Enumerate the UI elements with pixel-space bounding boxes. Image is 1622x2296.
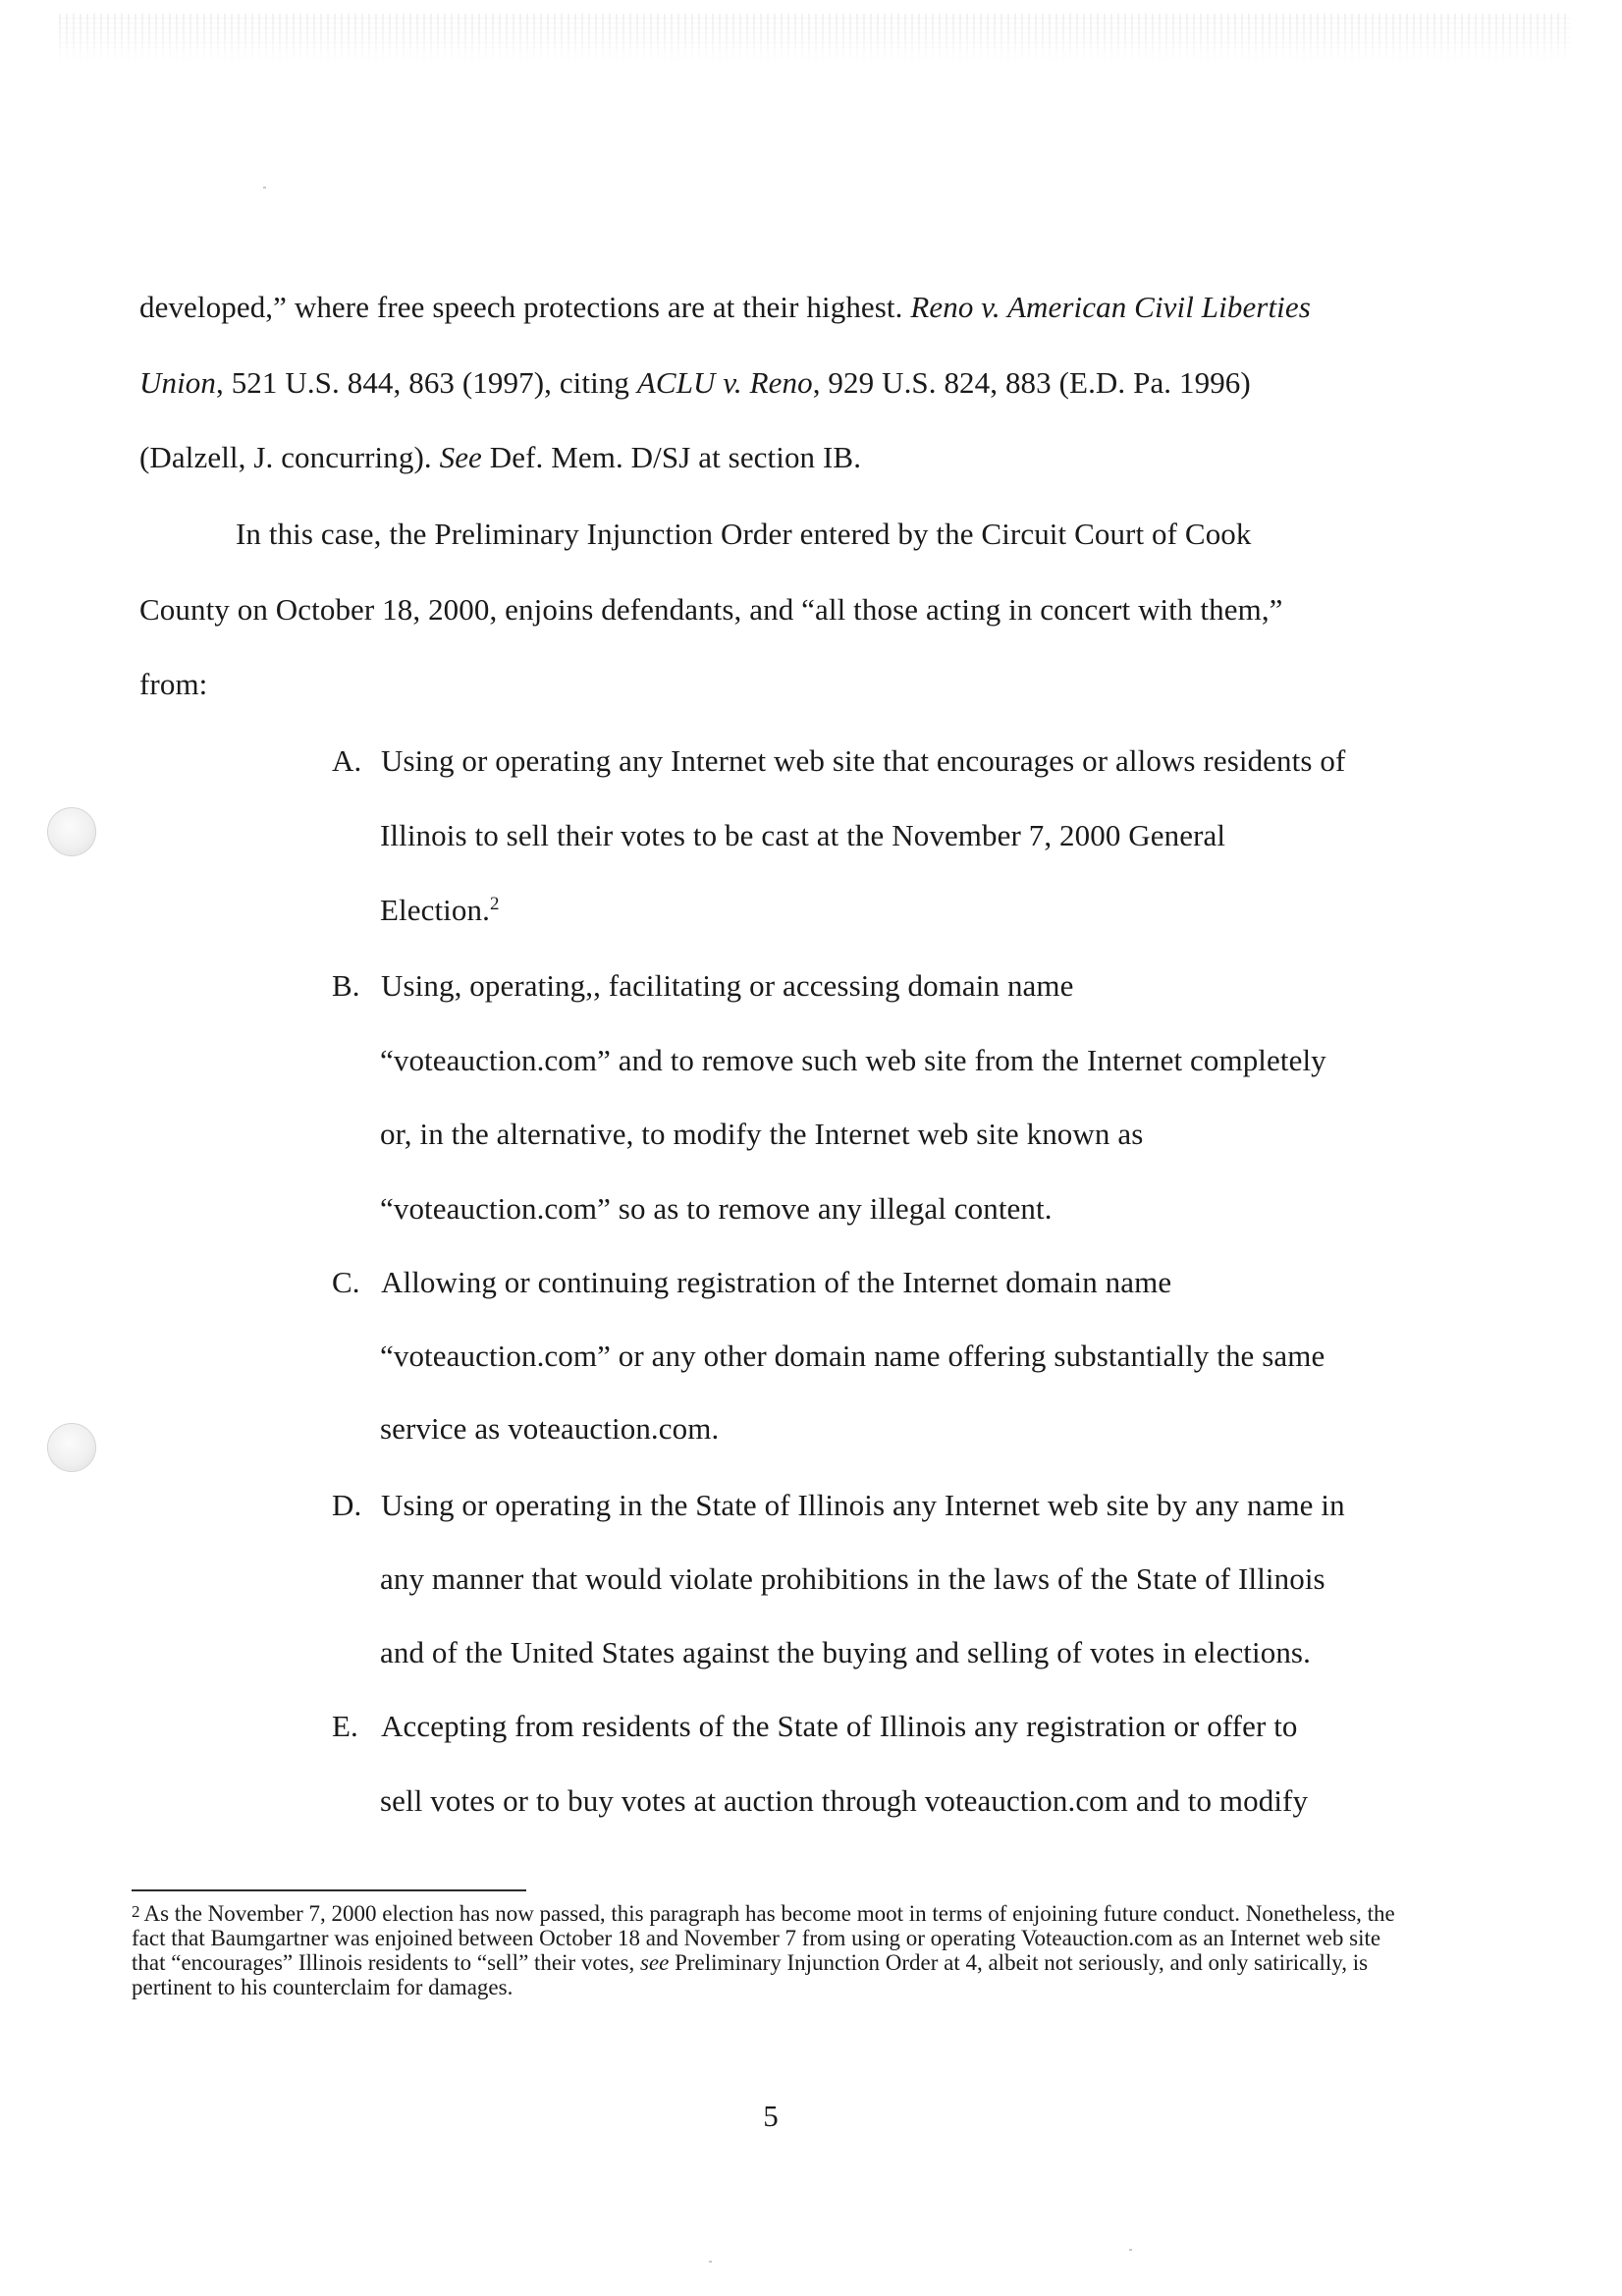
item-text: “voteauction.com” or any other domain name offering substantially the same — [380, 1339, 1325, 1373]
list-item-e — [332, 1708, 1298, 1745]
body-line — [139, 289, 1311, 326]
body-text: Def. Mem. D/SJ at section IB. — [481, 440, 862, 474]
signal-word: see — [639, 1950, 670, 1975]
item-text: Election. — [380, 893, 490, 927]
footnote-text: As the November 7, 2000 election has now passed, this paragraph has become moot in terms of enjoining future conduct. Nonetheless, the fact that Baumgartner was enjoined between October 18 and November 7 from using or operating Voteauction.com as an Internet web site that “encourages” Illinois residents to “sell” their votes, — [132, 1901, 1395, 1975]
signal-word: See — [439, 440, 482, 474]
scan-speck — [263, 187, 266, 189]
item-text: Using, operating,, facilitating or accessing domain name — [381, 968, 1074, 1003]
scan-artifact — [59, 14, 1571, 63]
item-text: or, in the alternative, to modify the Internet web site known as — [380, 1117, 1144, 1151]
item-text: Illinois to sell their votes to be cast at the November 7, 2000 General — [380, 818, 1226, 852]
case-citation: ACLU v. Reno — [636, 365, 813, 400]
item-text: Accepting from residents of the State of Illinois any registration or offer to — [381, 1709, 1298, 1743]
footnote-text: Preliminary Injunction Order at 4, albeit not seriously, and only satirically, is pertinent to his counterclaim for damages. — [132, 1950, 1369, 1999]
item-text: any manner that would violate prohibitions in the laws of the State of Illinois — [380, 1561, 1325, 1596]
footnote — [132, 1901, 1398, 1999]
page-number: 5 — [763, 2099, 779, 2133]
case-citation: Union — [139, 365, 216, 400]
body-line: from: — [139, 667, 208, 701]
list-marker: C. — [332, 1265, 360, 1299]
case-citation: Reno v. American Civil Liberties — [910, 290, 1311, 324]
list-marker: D. — [332, 1488, 362, 1522]
item-text: Using or operating in the State of Illinois any Internet web site by any name in — [381, 1488, 1345, 1522]
list-item-c — [332, 1264, 1171, 1301]
punch-hole — [47, 807, 96, 856]
scan-speck — [1129, 2249, 1132, 2251]
list-item-d — [332, 1487, 1345, 1524]
body-text: , 521 U.S. 844, 863 (1997), citing — [216, 365, 637, 400]
item-text: Using or operating any Internet web site that encourages or allows residents of — [381, 743, 1346, 778]
body-text: , 929 U.S. 824, 883 (E.D. Pa. 1996) — [812, 365, 1251, 400]
item-text-line — [380, 892, 500, 929]
body-line — [139, 364, 1251, 402]
list-marker: E. — [332, 1709, 358, 1743]
punch-hole — [47, 1423, 96, 1472]
item-text: service as voteauction.com. — [380, 1411, 720, 1446]
footnote-reference[interactable]: 2 — [489, 894, 500, 914]
item-text: “voteauction.com” and to remove such web site from the Internet completely — [380, 1043, 1326, 1077]
list-marker: A. — [332, 743, 362, 778]
item-text: “voteauction.com” so as to remove any illegal content. — [380, 1191, 1053, 1226]
body-line: County on October 18, 2000, enjoins defendants, and “all those acting in concert with them,” — [139, 592, 1283, 627]
footnote-separator — [132, 1889, 526, 1891]
body-text: (Dalzell, J. concurring). — [139, 440, 440, 474]
item-text: sell votes or to buy votes at auction through voteauction.com and to modify — [380, 1783, 1309, 1818]
item-text: and of the United States against the buying and selling of votes in elections. — [380, 1635, 1311, 1669]
scan-speck — [709, 2261, 712, 2263]
body-line — [139, 439, 861, 476]
body-text: developed,” where free speech protections are at their highest. — [139, 290, 911, 324]
item-text: Allowing or continuing registration of the Internet domain name — [381, 1265, 1172, 1299]
body-line: In this case, the Preliminary Injunction Order entered by the Circuit Court of Cook — [236, 517, 1252, 551]
footnote-number: 2 — [132, 1902, 140, 1921]
list-item-b — [332, 967, 1073, 1005]
list-item-a — [332, 742, 1345, 780]
list-marker: B. — [332, 968, 360, 1003]
